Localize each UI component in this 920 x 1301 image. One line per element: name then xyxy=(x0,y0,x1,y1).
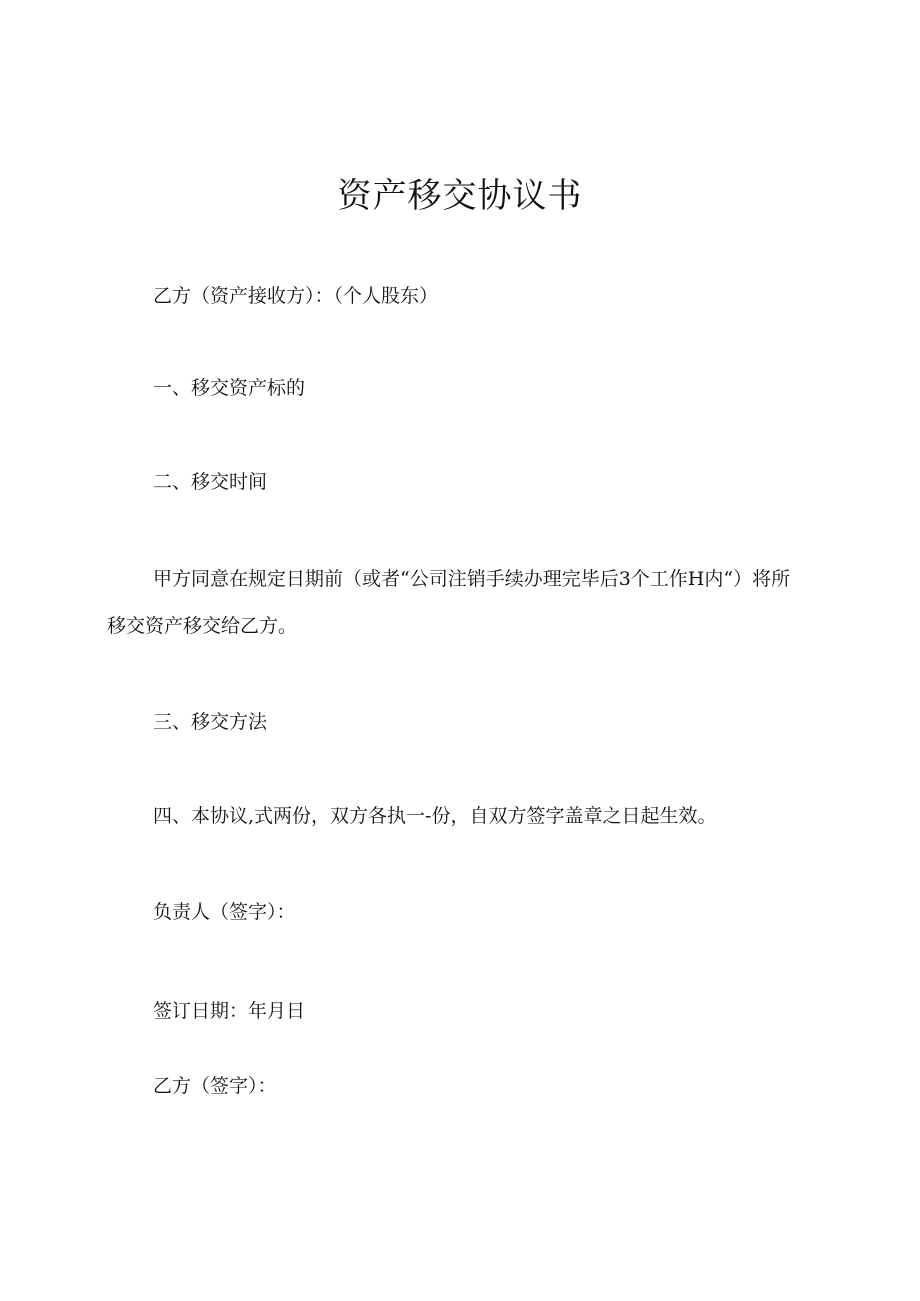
section-1-heading: 一、移交资产标的 xyxy=(153,377,306,399)
section-3-heading: 三、移交方法 xyxy=(153,711,268,733)
responsible-signature-line: 负责人（签字）： xyxy=(153,901,296,923)
party-b-line: 乙方（资产接收方）：（个人股东） xyxy=(153,285,439,307)
section-4-paragraph: 四、本协议,式两份，双方各执一-份，自双方签字盖章之日起生效。 xyxy=(153,805,717,827)
party-b-signature-line: 乙方（签字）： xyxy=(153,1075,277,1097)
signing-date-line: 签订日期：年月日 xyxy=(153,1000,306,1022)
section-2-heading: 二、移交时间 xyxy=(153,471,268,493)
section-2-paragraph: 甲方同意在规定日期前（或者“公司注销手续办理完毕后3个工作H内“）将所移交资产移交给乙方。 xyxy=(107,568,791,637)
document-title: 资产移交协议书 xyxy=(337,176,583,216)
